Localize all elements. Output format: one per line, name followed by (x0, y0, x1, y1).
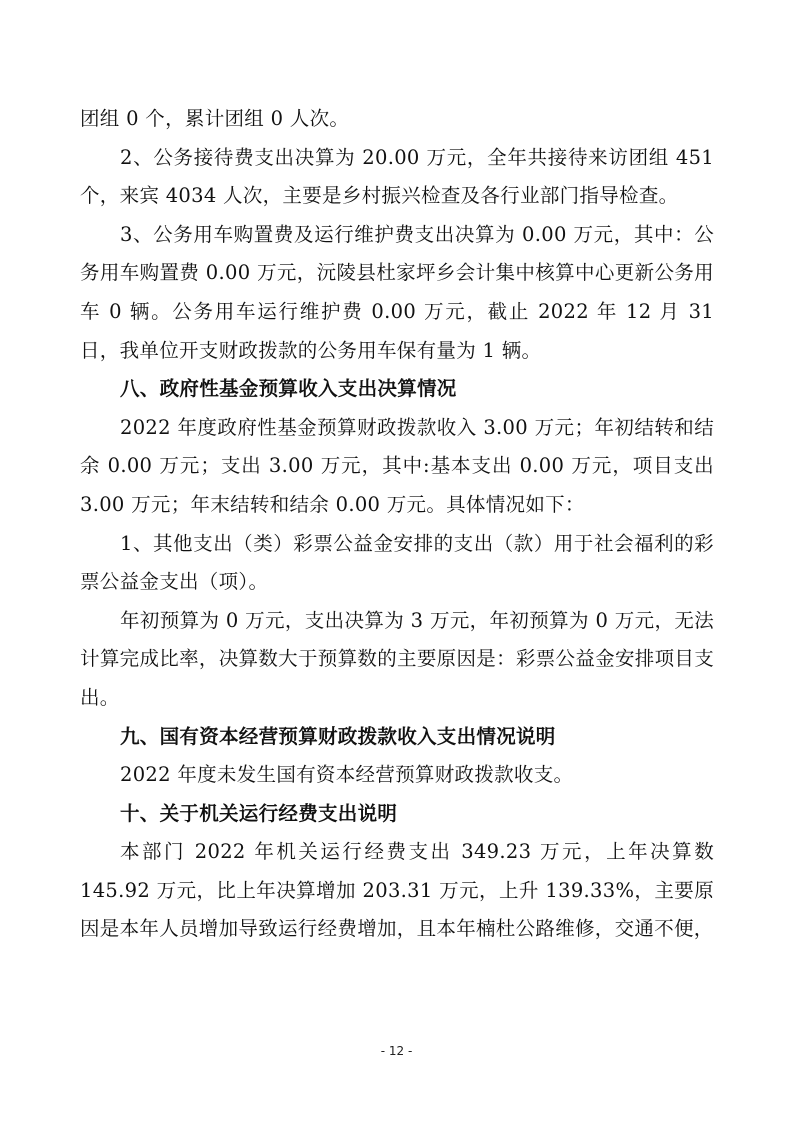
paragraph-continuation: 团组 0 个，累计团组 0 人次。 (80, 107, 350, 130)
section-heading-state-capital: 九、国有资本经营预算财政拨款收入支出情况说明 (120, 724, 556, 748)
paragraph-state-capital: 2022 年度未发生国有资本经营预算财政拨款收支。 (120, 763, 574, 787)
section-heading-government-fund: 八、政府性基金预算收入支出决算情况 (120, 377, 457, 401)
paragraph-government-fund-summary: 2022 年度政府性基金预算财政拨款收入 3.00 万元；年初结转和结余 0.00 万元；支出 3.00 万元，其中:基本支出 0.00 万元，项目支出 3.00 万元；年末结转和结余 0.00 万元。具体情况如下： (80, 415, 714, 516)
paragraph-lottery-budget: 年初预算为 0 万元，支出决算为 3 万元，年初预算为 0 万元，无法计算完成比率，决算数大于预算数的主要原因是：彩票公益金安排项目支出。 (80, 608, 714, 709)
paragraph-operating-expense: 本部门 2022 年机关运行经费支出 349.23 万元，上年决算数 145.92 万元，比上年决算增加 203.31 万元，上升 139.33%，主要原因是本年人员增加导致运行经费增加，且本年楠杜公路维修，交通不便， (80, 840, 714, 941)
paragraph-vehicle-expense: 3、公务用车购置费及运行维护费支出决算为 0.00 万元，其中：公务用车购置费 0.00 万元，沅陵县杜家坪乡会计集中核算中心更新公务用车 0 辆。公务用车运行维护费 0.00 万元，截止 2022 年 12 月 31 日，我单位开支财政拨款的公务用车保有量为 1 辆。 (80, 222, 714, 362)
paragraph-reception-expense: 2、公务接待费支出决算为 20.00 万元，全年共接待来访团组 451 个，来宾 4034 人次，主要是乡村振兴检查及各行业部门指导检查。 (80, 145, 714, 208)
page-number: - 12 - (380, 1044, 413, 1058)
section-heading-operating-expense: 十、关于机关运行经费支出说明 (120, 801, 398, 825)
paragraph-lottery-item: 1、其他支出（类）彩票公益金安排的支出（款）用于社会福利的彩票公益金支出（项）。 (80, 531, 714, 594)
page-content (80, 100, 714, 949)
